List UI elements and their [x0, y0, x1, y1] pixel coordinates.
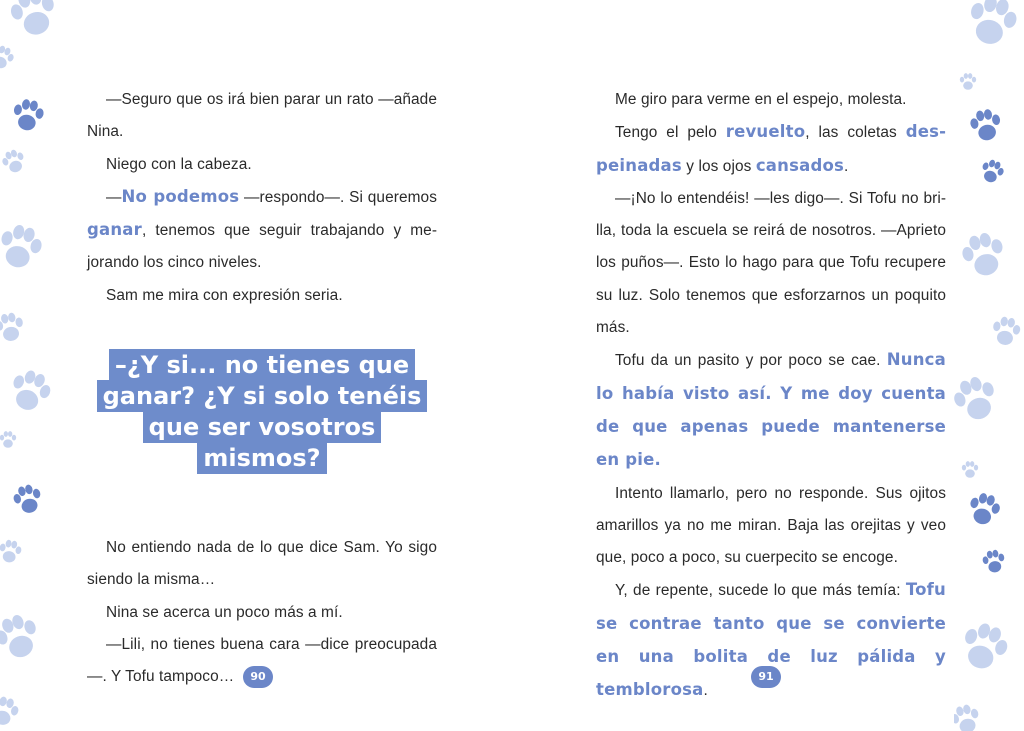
paragraph: Sam me mira con expresión seria.: [106, 286, 343, 304]
left-paw-border: [0, 0, 70, 731]
paragraph: —Lili, no tienes buena cara —dice preocupada—. Y Tofu tampoco…: [87, 635, 437, 686]
paragraph: Tofu da un pasito y por poco se cae. Nunca lo había visto así. Y me doy cuenta de que apenas puede mantenerse en pie.: [596, 350, 946, 470]
page-number: 91: [751, 666, 781, 688]
highlight-text: Nunca lo había visto así. Y me doy cuenta de que apenas puede mantenerse en pie.: [596, 350, 946, 470]
page-number: 90: [243, 666, 273, 688]
paragraph: Me giro para verme en el espejo, molesta.: [615, 91, 907, 108]
paragraph: Nina se acerca un poco más a mí.: [106, 603, 343, 621]
paw-print-icon: [954, 0, 1024, 731]
highlight-text: cansados: [755, 155, 845, 175]
paragraph: Tengo el pelo revuelto, las coletas despeinadas y los ojos cansados.: [596, 122, 946, 175]
highlight-text: Tofu se contrae tanto que se convierte en una bolita de luz pálida y temblorosa: [596, 580, 946, 700]
highlight-text: despeinadas: [596, 122, 946, 175]
highlight-text: ganar: [87, 220, 142, 240]
callout-text: –¿Y si... no tienes que ganar? ¿Y si solo tenéis que ser vosotros mismos?: [97, 349, 428, 474]
callout-quote: [87, 350, 437, 474]
highlight-text: No podemos: [121, 186, 240, 206]
highlight-text: revuelto: [725, 122, 806, 142]
paragraph: Y, de repente, sucede lo que más temía: Tofu se contrae tanto que se convierte en una bolita de luz pálida y temblorosa.: [596, 580, 946, 700]
right-page: [596, 84, 946, 708]
paragraph: No entiendo nada de lo que dice Sam. Yo sigo siendo la misma…: [87, 539, 437, 589]
paragraph: —Seguro que os irá bien parar un rato —añade Nina.: [87, 91, 437, 141]
paragraph: Intento llamarlo, pero no responde. Sus ojitos amarillos ya no me miran. Baja las orejitas y veo que, poco a poco, su cuerpecito se encoge.: [596, 484, 946, 567]
paw-print-icon: [0, 0, 70, 731]
paragraph: —No podemos —respondo—. Si queremos ganar, tenemos que seguir trabajando y mejorando los cinco niveles.: [87, 186, 438, 272]
paragraph: Niego con la cabeza.: [106, 155, 252, 173]
right-paw-border: [954, 0, 1024, 731]
paragraph: —¡No lo entendéis! —les digo—. Si Tofu no brilla, toda la escuela se reirá de nosotros. —Aprieto los puños—. Esto lo hago para que Tofu recupere su luz. Solo tenemos que esforzarnos un poquito más.: [596, 189, 946, 337]
left-page: [87, 84, 437, 694]
